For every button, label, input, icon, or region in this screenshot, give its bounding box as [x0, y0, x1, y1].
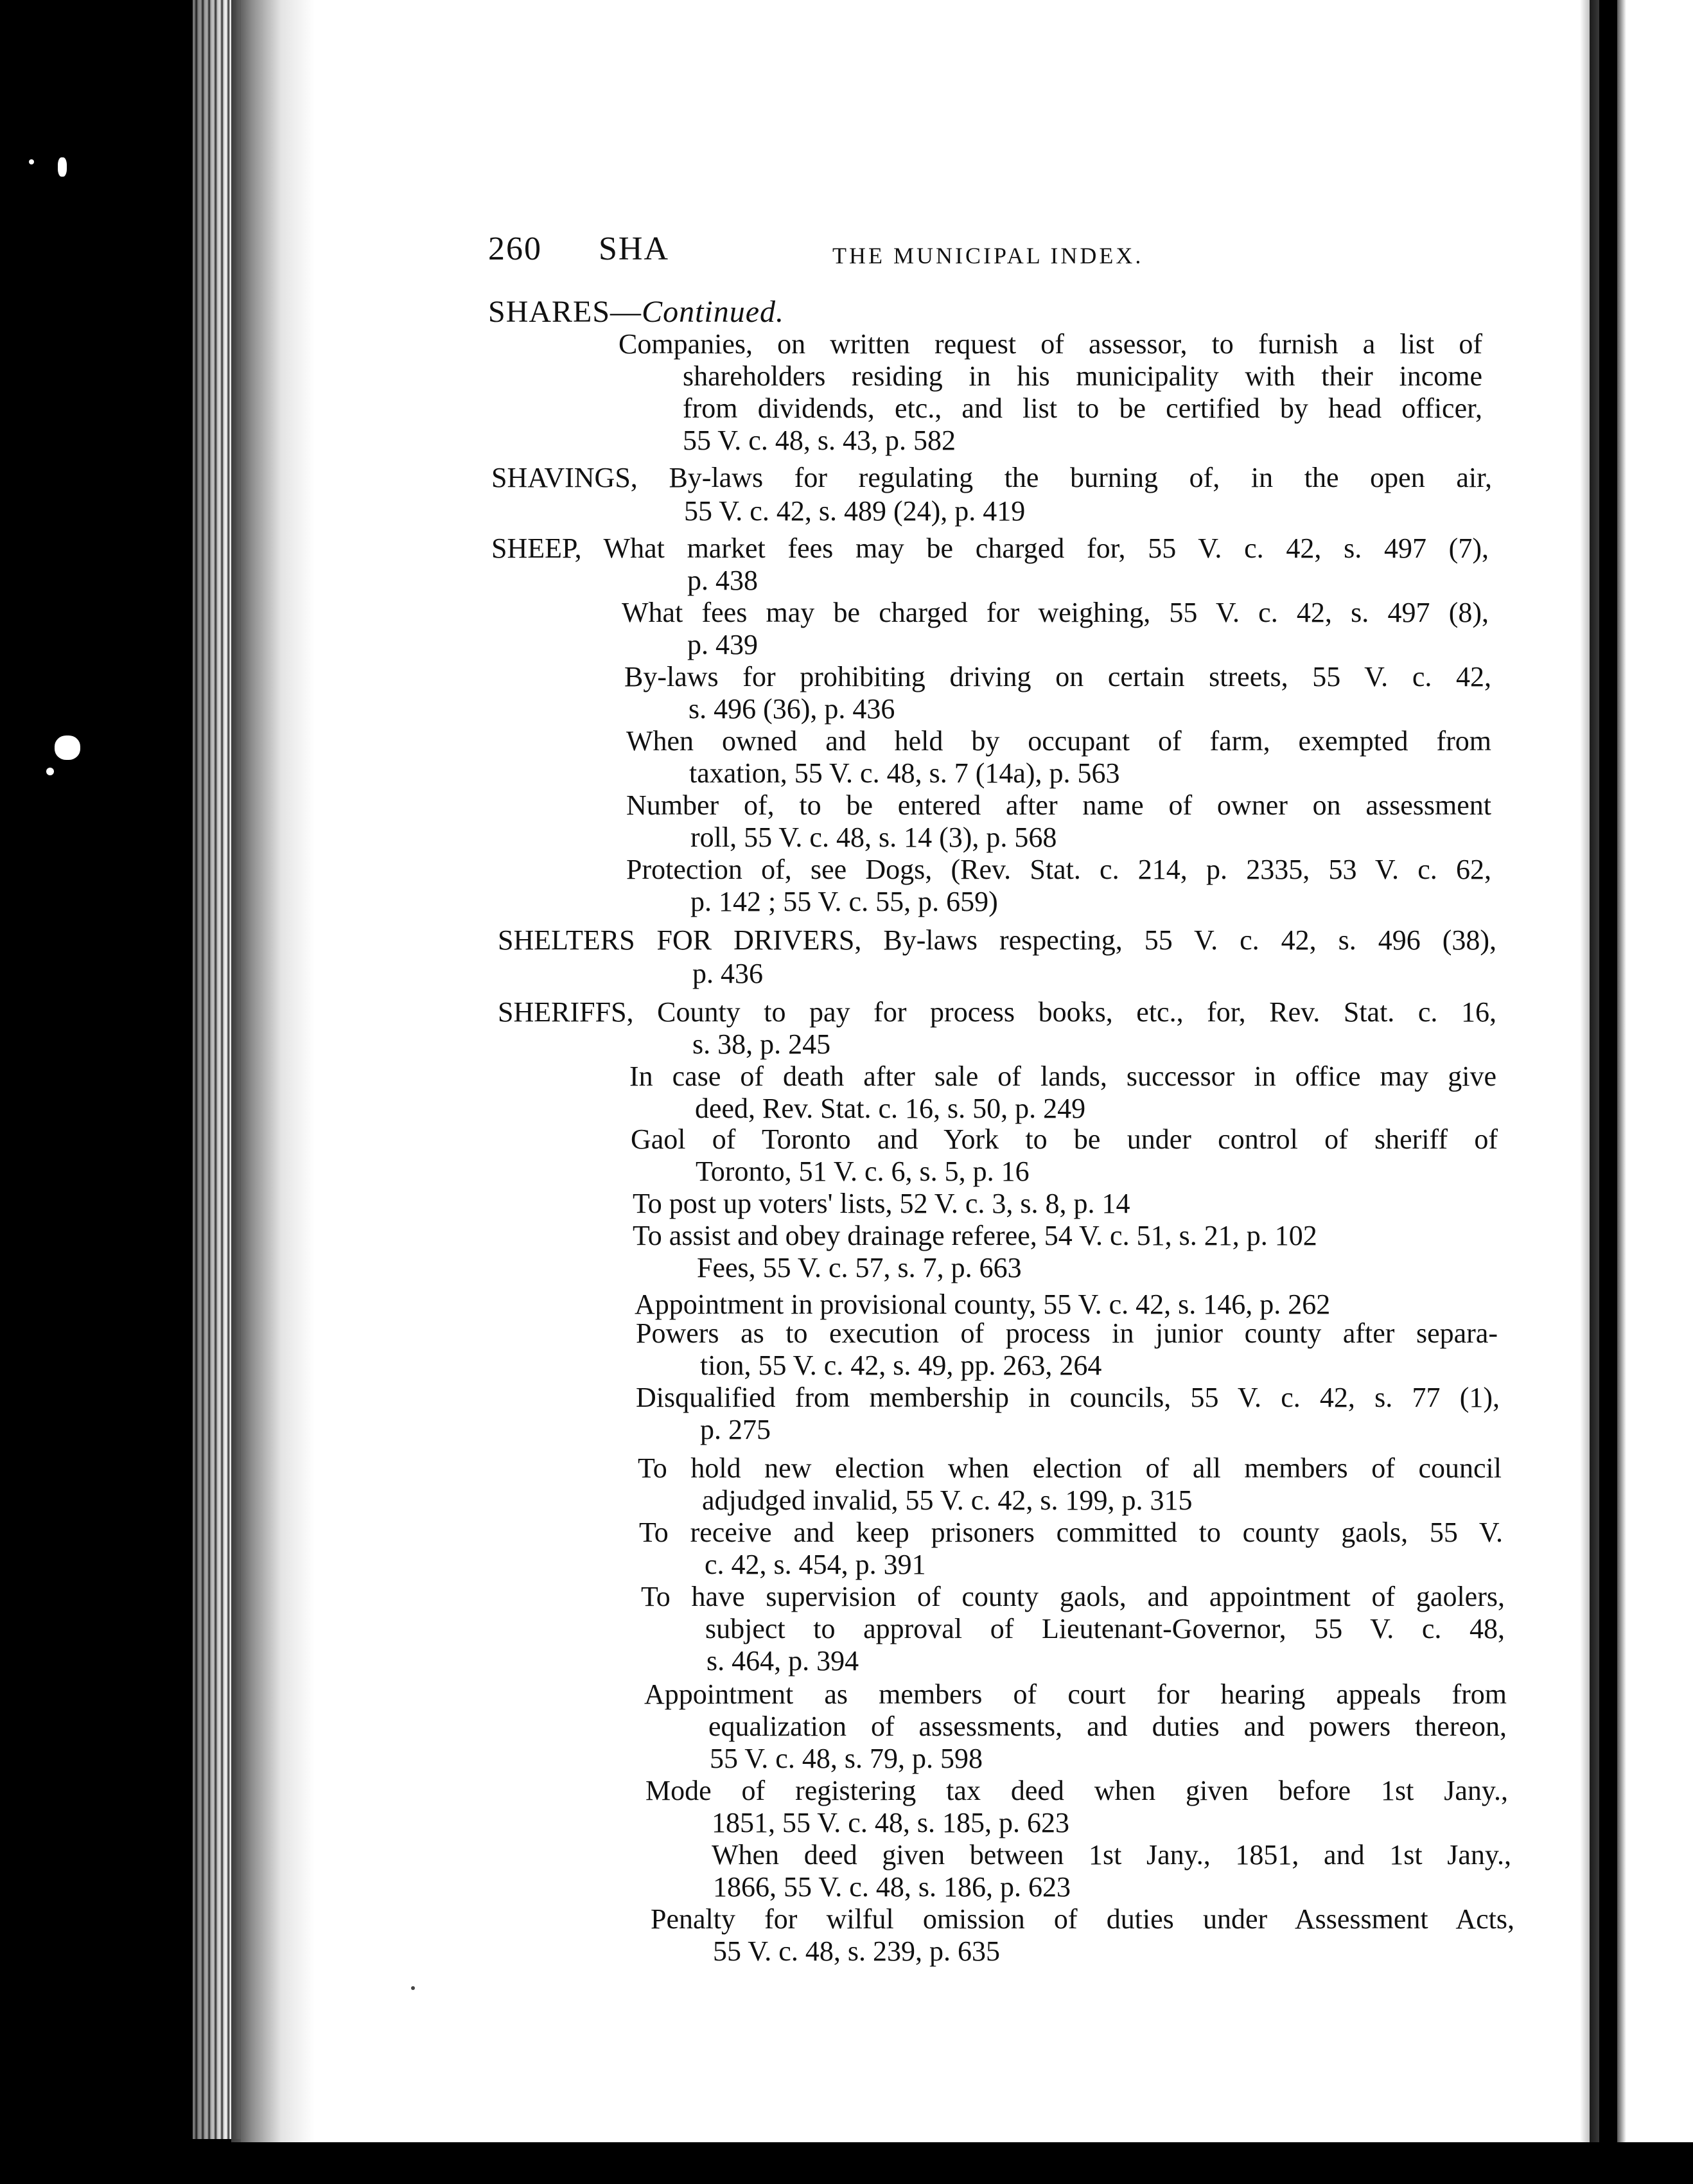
index-line: subject to approval of Lieutenant-Governor, 55 V. c. 48,	[705, 1613, 1505, 1644]
index-line: By-laws for prohibiting driving on certain streets, 55 V. c. 42,	[624, 661, 1491, 692]
facing-page	[1617, 0, 1693, 2158]
scanner-background-left	[0, 0, 193, 2184]
dust-speck	[29, 159, 34, 164]
index-line: 1866, 55 V. c. 48, s. 186, p. 623	[713, 1871, 1071, 1903]
index-line: SHAVINGS, By-laws for regulating the burning of, in the open air,	[491, 462, 1492, 493]
index-line: To post up voters' lists, 52 V. c. 3, s. 8, p. 14	[633, 1188, 1130, 1219]
dust-speck	[55, 735, 80, 760]
index-line: s. 38, p. 245	[692, 1028, 831, 1060]
dust-speck	[411, 1986, 415, 1990]
running-title: THE MUNICIPAL INDEX.	[832, 243, 1144, 269]
index-line: 55 V. c. 48, s. 79, p. 598	[710, 1743, 983, 1774]
index-line: Mode of registering tax deed when given before 1st Jany.,	[645, 1775, 1508, 1806]
index-line: deed, Rev. Stat. c. 16, s. 50, p. 249	[695, 1093, 1086, 1124]
index-line: p. 438	[687, 565, 758, 596]
index-line: Gaol of Toronto and York to be under control of sheriff of	[631, 1123, 1498, 1155]
index-line: equalization of assessments, and duties and powers thereon,	[708, 1711, 1507, 1742]
index-line: p. 439	[687, 629, 758, 660]
index-line: p. 436	[692, 958, 763, 989]
index-line: What fees may be charged for weighing, 55 V. c. 42, s. 497 (8),	[622, 597, 1489, 628]
index-line: To have supervision of county gaols, and appointment of gaolers,	[641, 1581, 1505, 1612]
dust-speck	[46, 768, 54, 775]
page-number: 260	[488, 231, 542, 267]
index-line: SHERIFFS, County to pay for process books, etc., for, Rev. Stat. c. 16,	[498, 996, 1496, 1028]
index-line: from dividends, etc., and list to be certified by head officer,	[683, 392, 1482, 424]
facing-page-edge	[1617, 0, 1626, 2158]
index-line: SHELTERS FOR DRIVERS, By-laws respecting, 55 V. c. 42, s. 496 (38),	[498, 924, 1496, 956]
index-line: SHEEP, What market fees may be charged for, 55 V. c. 42, s. 497 (7),	[491, 533, 1489, 564]
index-line: 55 V. c. 48, s. 239, p. 635	[713, 1935, 1000, 1967]
index-line: Fees, 55 V. c. 57, s. 7, p. 663	[697, 1252, 1022, 1283]
index-line: Powers as to execution of process in junior county after separa-	[636, 1317, 1498, 1349]
index-line: p. 275	[700, 1414, 771, 1445]
index-line: s. 496 (36), p. 436	[689, 693, 895, 725]
index-line: To assist and obey drainage referee, 54 V. c. 51, s. 21, p. 102	[633, 1220, 1317, 1251]
index-line: When deed given between 1st Jany., 1851, and 1st Jany.,	[712, 1839, 1511, 1871]
index-line: 55 V. c. 48, s. 43, p. 582	[683, 425, 956, 456]
dust-speck	[58, 157, 67, 177]
index-line: Penalty for wilful omission of duties under Assessment Acts,	[651, 1903, 1514, 1935]
index-line: To hold new election when election of all members of council	[638, 1452, 1502, 1484]
section-label: SHA	[599, 231, 670, 267]
index-line: shareholders residing in his municipality with their income	[683, 360, 1482, 392]
index-line: c. 42, s. 454, p. 391	[705, 1549, 926, 1580]
binding-gutter-shadow	[231, 0, 315, 2145]
index-line: tion, 55 V. c. 42, s. 49, pp. 263, 264	[700, 1350, 1102, 1381]
index-line: To receive and keep prisoners committed to county gaols, 55 V.	[639, 1517, 1503, 1548]
index-line: taxation, 55 V. c. 48, s. 7 (14a), p. 563	[689, 757, 1120, 789]
index-line: s. 464, p. 394	[706, 1645, 859, 1677]
index-line: Protection of, see Dogs, (Rev. Stat. c. 214, p. 2335, 53 V. c. 62,	[626, 854, 1491, 885]
scanner-background-right	[1599, 0, 1617, 2184]
page-right-shadow	[1580, 0, 1599, 2149]
index-line: p. 142 ; 55 V. c. 55, p. 659)	[690, 886, 998, 917]
index-line: Companies, on written request of assessor, to furnish a list of	[618, 328, 1482, 360]
index-line: adjudged invalid, 55 V. c. 42, s. 199, p. 315	[702, 1484, 1193, 1516]
heading-text: SHARES—	[488, 295, 642, 329]
index-line: Appointment in provisional county, 55 V. c. 42, s. 146, p. 262	[635, 1289, 1331, 1320]
continued-label: Continued.	[642, 295, 785, 329]
index-line: In case of death after sale of lands, successor in office may give	[629, 1061, 1496, 1092]
entry-heading-shares	[488, 295, 784, 329]
index-line: Appointment as members of court for hearing appeals from	[644, 1678, 1507, 1710]
index-line: When owned and held by occupant of farm, exempted from	[626, 725, 1491, 757]
index-line: 55 V. c. 42, s. 489 (24), p. 419	[684, 495, 1026, 527]
index-line: roll, 55 V. c. 48, s. 14 (3), p. 568	[690, 822, 1057, 853]
scanner-background-bottom	[0, 2142, 1693, 2184]
index-line: Number of, to be entered after name of owner on assessment	[626, 789, 1491, 821]
index-line: Toronto, 51 V. c. 6, s. 5, p. 16	[696, 1156, 1030, 1187]
index-line: Disqualified from membership in councils, 55 V. c. 42, s. 77 (1),	[636, 1382, 1500, 1413]
index-line: 1851, 55 V. c. 48, s. 185, p. 623	[712, 1807, 1069, 1838]
